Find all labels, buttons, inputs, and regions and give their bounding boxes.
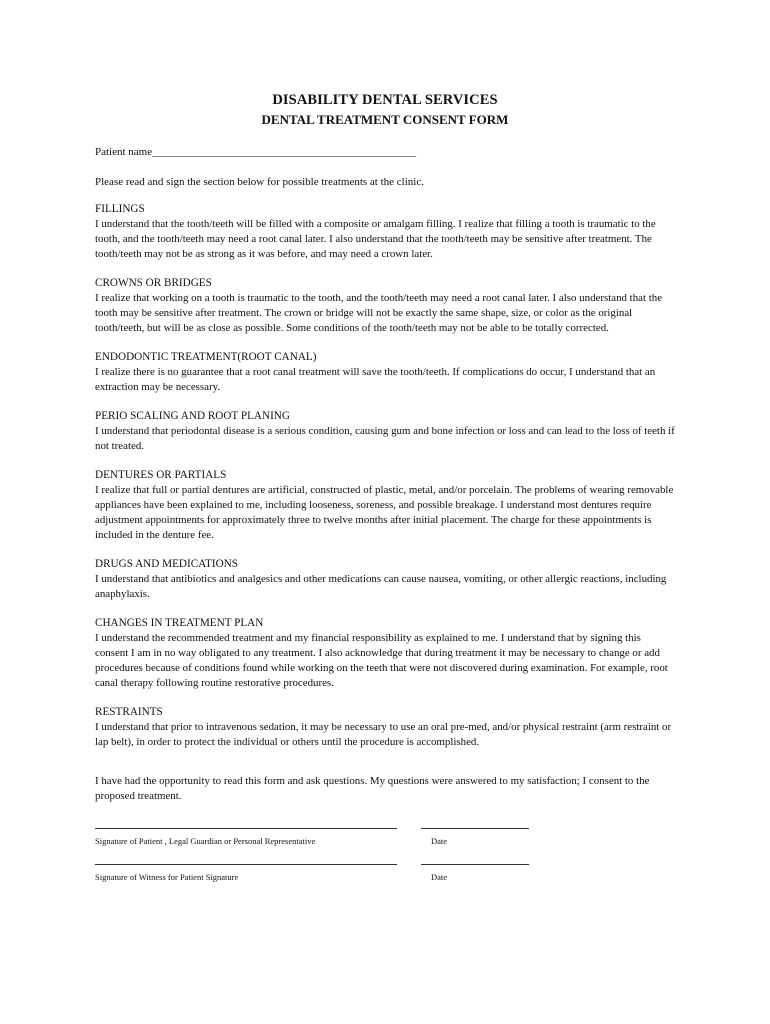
section-heading: DENTURES OR PARTIALS bbox=[95, 469, 227, 481]
section-heading: ENDODONTIC TREATMENT(ROOT CANAL) bbox=[95, 351, 317, 363]
section-body: I understand that the tooth/teeth will be filled with a composite or amalgam filling. I realize that filling a tooth is traumatic to the tooth, and the tooth/teeth may need a root canal later. I also understand that the tooth/teeth may be sensitive after treatment. The tooth/teeth may not be as strong as it was before, and may need a crown later. bbox=[95, 218, 656, 260]
patient-name-line: Patient name________________________________________________ bbox=[95, 146, 417, 158]
patient-date-label: Date bbox=[431, 836, 448, 846]
section-body: I understand that antibiotics and analgesics and other medications can cause nausea, vomiting, or other allergic reactions, including anaphylaxis. bbox=[95, 573, 667, 600]
witness-signature-block bbox=[95, 856, 675, 884]
closing-statement: I have had the opportunity to read this form and ask questions. My questions were answered to my satisfaction; I consent to the proposed treatment. bbox=[95, 775, 650, 802]
patient-date-line[interactable] bbox=[421, 820, 529, 829]
section-body: I realize there is no guarantee that a root canal treatment will save the tooth/teeth. If complications do occur, I understand that an extraction may be necessary. bbox=[95, 366, 656, 393]
section-dentures bbox=[95, 468, 675, 543]
section-body: I realize that working on a tooth is traumatic to the tooth, and the tooth/teeth may need a root canal later. I also understand that the tooth may be sensitive after treatment. The crown or bridge will not be exactly the same shape, size, or color as the original tooth/teeth, but will be as close as possible. Some conditions of the tooth/teeth may not be able to be totally corrected. bbox=[95, 292, 663, 334]
section-heading: CHANGES IN TREATMENT PLAN bbox=[95, 617, 264, 629]
section-heading: FILLINGS bbox=[95, 203, 145, 215]
section-body: I understand that prior to intravenous sedation, it may be necessary to use an oral pre-med, and/or physical restraint (arm restraint or lap belt), in order to protect the individual or others until the procedure is accomplished. bbox=[95, 721, 672, 748]
form-subtitle: DENTAL TREATMENT CONSENT FORM bbox=[261, 112, 509, 127]
patient-signature-line[interactable] bbox=[95, 820, 397, 829]
witness-date-label: Date bbox=[431, 872, 448, 882]
witness-signature-line[interactable] bbox=[95, 856, 397, 865]
section-body: I understand the recommended treatment and my financial responsibility as explained to me. I understand that by signing this consent I am in no way obligated to any treatment. I also acknowledge that during treatment it may be necessary to change or add procedures because of conditions found while working on the teeth that were not discovered during examination. For example, root canal therapy following routine restorative procedures. bbox=[95, 632, 668, 689]
patient-signature-label: Signature of Patient , Legal Guardian or Personal Representative bbox=[95, 836, 316, 846]
section-body: I understand that periodontal disease is a serious condition, causing gum and bone infection or loss and can lead to the loss of teeth if not treated. bbox=[95, 425, 675, 452]
intro-text: Please read and sign the section below for possible treatments at the clinic. bbox=[95, 176, 424, 188]
section-crowns-bridges bbox=[95, 276, 675, 336]
section-heading: DRUGS AND MEDICATIONS bbox=[95, 558, 238, 570]
section-perio bbox=[95, 409, 675, 454]
section-fillings bbox=[95, 202, 675, 262]
section-body: I realize that full or partial dentures are artificial, constructed of plastic, metal, and/or porcelain. The problems of wearing removable appliances have been explained to me, including looseness, soreness, and possible breakage. I understand most dentures require adjustment appointments for approximately three to twelve months after initial placement. The charge for these appointments is included in the denture fee. bbox=[95, 484, 674, 541]
section-drugs bbox=[95, 557, 675, 602]
patient-signature-block bbox=[95, 820, 675, 848]
witness-date-line[interactable] bbox=[421, 856, 529, 865]
section-heading: CROWNS OR BRIDGES bbox=[95, 277, 212, 289]
section-heading: RESTRAINTS bbox=[95, 706, 163, 718]
section-changes-plan bbox=[95, 616, 675, 691]
section-heading: PERIO SCALING AND ROOT PLANING bbox=[95, 410, 290, 422]
section-endodontic bbox=[95, 350, 675, 395]
section-restraints bbox=[95, 705, 675, 750]
consent-form bbox=[95, 92, 675, 884]
witness-signature-label: Signature of Witness for Patient Signature bbox=[95, 872, 239, 882]
form-title: DISABILITY DENTAL SERVICES bbox=[272, 92, 498, 108]
